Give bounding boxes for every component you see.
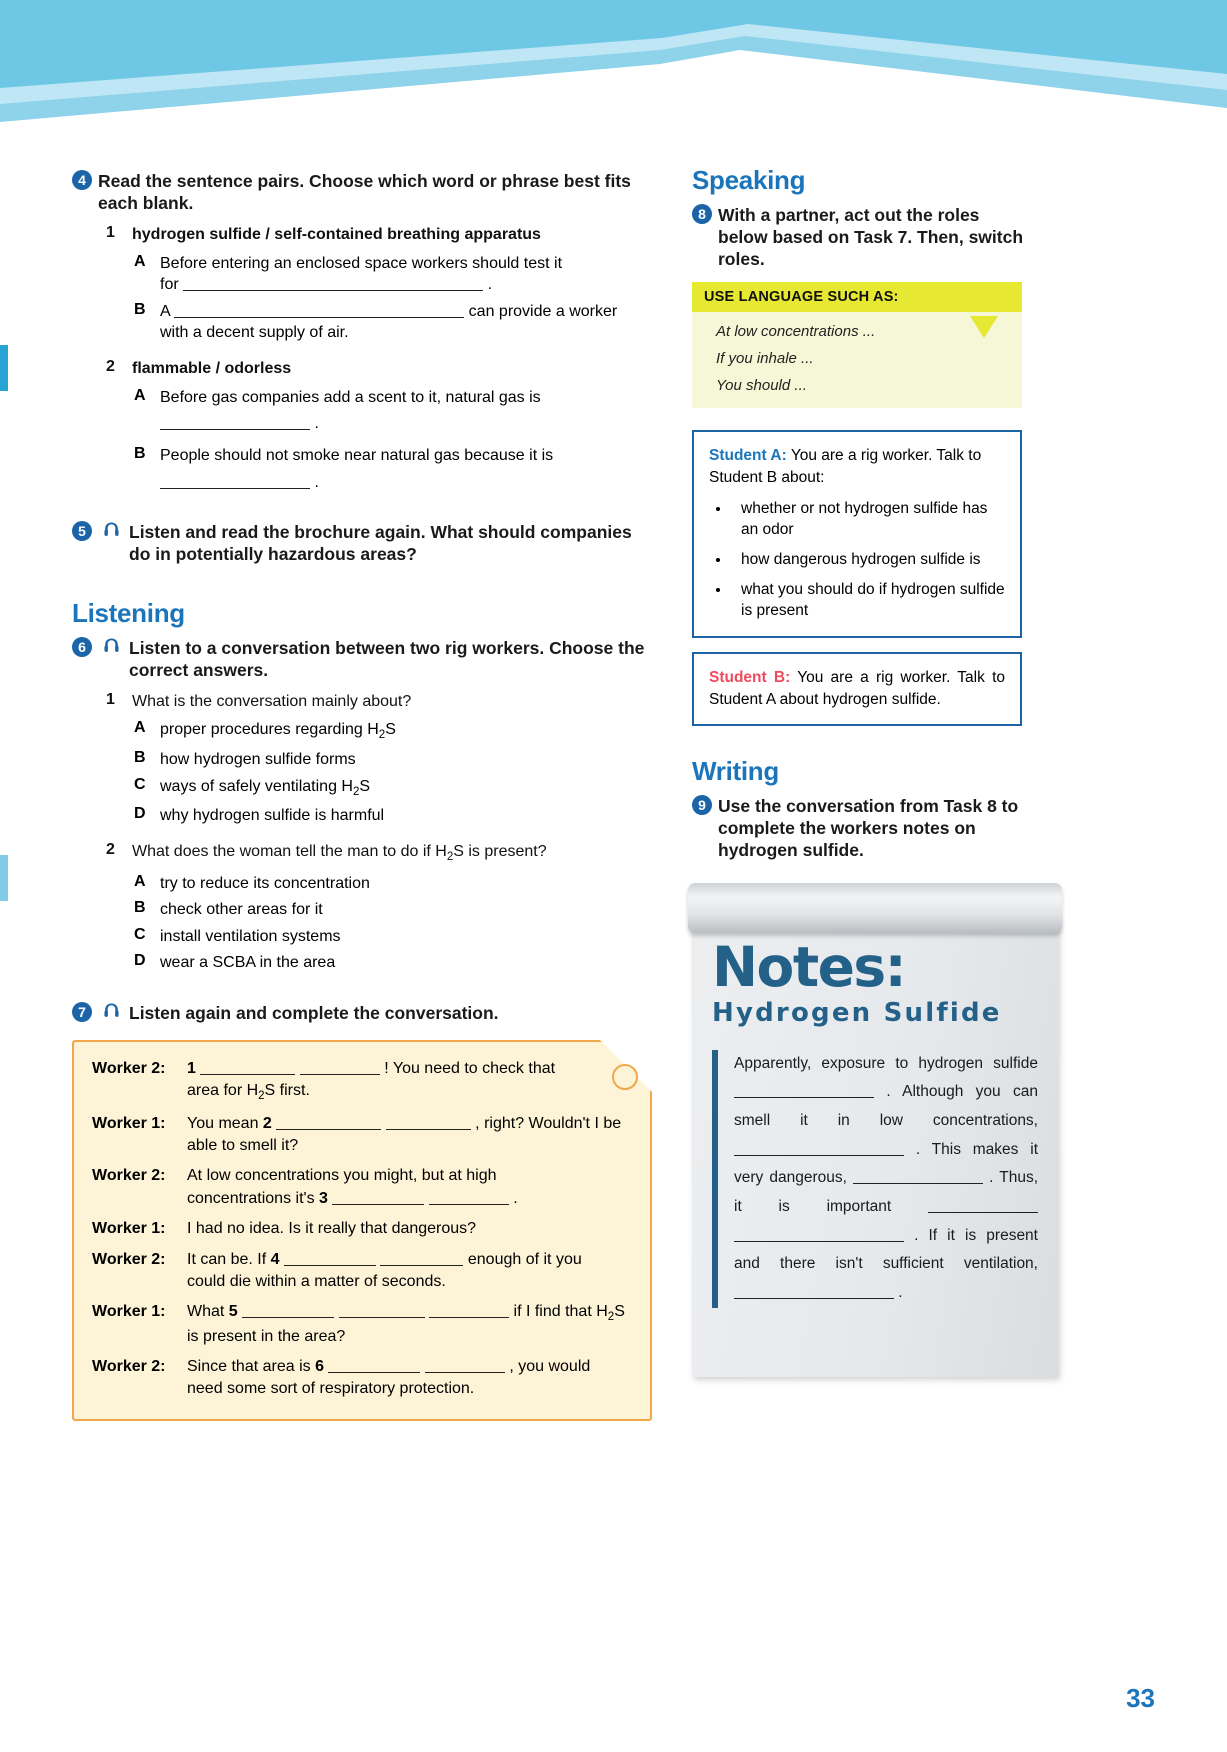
answer-blank[interactable] bbox=[160, 414, 310, 430]
item-number: 2 bbox=[106, 358, 115, 376]
task-9-instruction: Use the conversation from Task 8 to complete the workers notes on hydrogen sulfide. bbox=[718, 796, 1019, 861]
task-7 bbox=[72, 1002, 652, 1024]
answer-blank[interactable] bbox=[734, 1283, 894, 1299]
notes-body-text: Apparently, exposure to hydrogen sulfide . Although you can smell it in low concentrations, . This makes it very dangerous, . Thus, it is important . If it is present and there isn't sufficient ventilation, . bbox=[712, 1050, 1038, 1308]
speech-tail-icon bbox=[970, 316, 998, 338]
answer-blank[interactable] bbox=[734, 1083, 874, 1099]
utterance: 1 ! You need to check that area for $H_2S$ first. bbox=[187, 1059, 556, 1103]
option-row bbox=[134, 253, 652, 296]
writing-heading: Writing bbox=[692, 756, 779, 787]
task-number-badge: 8 bbox=[692, 204, 712, 224]
dialogue-line bbox=[92, 1058, 632, 1105]
option-text: why hydrogen sulfide is harmful bbox=[160, 807, 385, 825]
answer-blank[interactable] bbox=[853, 1169, 983, 1185]
speaker-label: Worker 2: bbox=[92, 1250, 166, 1268]
option-text: Before entering an enclosed space workers should test it for . bbox=[160, 254, 563, 294]
notes-pad-content bbox=[692, 935, 1058, 1307]
option-row bbox=[134, 445, 652, 493]
task-number-badge: 5 bbox=[72, 521, 92, 541]
dialogue-line bbox=[92, 1113, 632, 1158]
answer-blank[interactable] bbox=[328, 1357, 420, 1373]
conversation-box-wrap bbox=[72, 1040, 652, 1421]
utterance: It can be. If 4 enough of it you could die within a matter of seconds. bbox=[187, 1250, 582, 1290]
language-phrase: You should ... bbox=[716, 377, 807, 395]
dialogue-line bbox=[92, 1218, 632, 1240]
option-letter: D bbox=[134, 952, 146, 970]
task-5-instruction: Listen and read the brochure again. What should companies do in potentially hazardous areas? bbox=[129, 522, 632, 565]
task-number-badge: 4 bbox=[72, 170, 92, 190]
option-row[interactable] bbox=[134, 749, 652, 771]
task-4 bbox=[72, 170, 652, 214]
answer-blank[interactable] bbox=[174, 302, 464, 318]
utterance: You mean 2 , right? Wouldn't I be able to smell it? bbox=[187, 1114, 622, 1155]
headphones-icon bbox=[102, 521, 121, 539]
option-letter: A bbox=[134, 719, 146, 737]
answer-blank[interactable] bbox=[332, 1189, 424, 1205]
speaker-label: Worker 1: bbox=[92, 1220, 166, 1238]
speaker-label: Worker 1: bbox=[92, 1114, 166, 1132]
answer-blank[interactable] bbox=[160, 473, 310, 489]
language-phrase: If you inhale ... bbox=[716, 350, 814, 368]
option-text: how hydrogen sulfide forms bbox=[160, 750, 356, 768]
language-phrase: At low concentrations ... bbox=[716, 323, 876, 341]
answer-blank[interactable] bbox=[242, 1302, 334, 1318]
answer-blank[interactable] bbox=[386, 1113, 471, 1129]
item-prompt: hydrogen sulfide / self-contained breathing apparatus bbox=[132, 226, 541, 244]
task-6-questions bbox=[106, 691, 652, 974]
option-letter: D bbox=[134, 805, 146, 823]
speaker-label: Worker 1: bbox=[92, 1303, 166, 1321]
item-number: 1 bbox=[106, 224, 115, 242]
punch-hole-icon bbox=[612, 1064, 638, 1090]
list-item: • how dangerous hydrogen sulfide is bbox=[731, 549, 1005, 571]
option-text: try to reduce its concentration bbox=[160, 874, 370, 892]
left-column bbox=[72, 170, 652, 1421]
answer-blank[interactable] bbox=[200, 1059, 295, 1075]
dialogue-line bbox=[92, 1301, 632, 1348]
dialogue-line bbox=[92, 1249, 632, 1294]
use-language-box bbox=[692, 282, 1022, 408]
question-text: What is the conversation mainly about? bbox=[132, 692, 412, 710]
list-item: • whether or not hydrogen sulfide has an odor bbox=[731, 498, 1005, 541]
task-4-items bbox=[106, 224, 652, 493]
task-5 bbox=[72, 521, 652, 565]
answer-blank[interactable] bbox=[928, 1197, 1038, 1213]
question-number: 1 bbox=[106, 690, 115, 708]
question-2-options bbox=[134, 873, 652, 974]
answer-blank[interactable] bbox=[380, 1249, 463, 1265]
listening-heading: Listening bbox=[72, 597, 185, 628]
speaking-heading: Speaking bbox=[692, 165, 806, 195]
page-number: 33 bbox=[1126, 1683, 1155, 1713]
question-1-options bbox=[134, 719, 652, 827]
utterance: I had no idea. Is it really that dangerous? bbox=[187, 1220, 477, 1238]
option-row bbox=[134, 387, 652, 435]
student-a-label: Student A: bbox=[709, 447, 787, 465]
answer-blank[interactable] bbox=[429, 1302, 509, 1318]
option-letter: B bbox=[134, 899, 146, 917]
option-text: check other areas for it bbox=[160, 901, 323, 919]
option-row[interactable] bbox=[134, 719, 652, 744]
question-2 bbox=[106, 841, 652, 866]
option-row[interactable] bbox=[134, 926, 652, 948]
question-number: 2 bbox=[106, 840, 115, 858]
notes-title: Notes: bbox=[712, 935, 906, 1000]
option-text: People should not smoke near natural gas because it is . bbox=[160, 447, 554, 491]
option-row[interactable] bbox=[134, 805, 652, 827]
option-letter: B bbox=[134, 748, 146, 766]
student-b-label: Student B: bbox=[709, 668, 791, 686]
option-text: ways of safely ventilating $H_2S$ bbox=[160, 777, 371, 798]
task-number-badge: 9 bbox=[692, 795, 712, 815]
task-number-badge: 6 bbox=[72, 637, 92, 657]
option-text: install ventilation systems bbox=[160, 927, 341, 945]
notes-pad bbox=[692, 883, 1058, 1383]
answer-blank[interactable] bbox=[339, 1302, 425, 1318]
option-letter: C bbox=[134, 775, 146, 793]
speaker-label: Worker 2: bbox=[92, 1059, 166, 1077]
task-4-instruction: Read the sentence pairs. Choose which word or phrase best fits each blank. bbox=[98, 171, 631, 214]
headphones-icon bbox=[102, 637, 121, 655]
student-b-box bbox=[692, 652, 1022, 726]
answer-blank[interactable] bbox=[276, 1113, 381, 1129]
option-letter: A bbox=[134, 386, 146, 404]
option-text: wear a SCBA in the area bbox=[160, 954, 336, 972]
option-letter: A bbox=[134, 872, 146, 890]
task-7-instruction: Listen again and complete the conversation. bbox=[129, 1002, 499, 1023]
page-content bbox=[0, 125, 1227, 1752]
answer-blank[interactable] bbox=[734, 1226, 904, 1242]
answer-blank[interactable] bbox=[429, 1189, 509, 1205]
task-6-instruction: Listen to a conversation between two rig workers. Choose the correct answers. bbox=[129, 637, 645, 680]
dialogue-line bbox=[92, 1165, 632, 1210]
answer-blank[interactable] bbox=[734, 1140, 904, 1156]
option-row bbox=[134, 301, 652, 344]
option-text: A can provide a worker with a decent supply of air. bbox=[160, 302, 618, 342]
utterance: Since that area is 6 , you would need some sort of respiratory protection. bbox=[187, 1358, 591, 1398]
task-9 bbox=[692, 795, 1032, 861]
page-banner bbox=[0, 0, 1227, 125]
option-letter: B bbox=[134, 445, 146, 463]
option-row[interactable] bbox=[134, 776, 652, 801]
student-a-box bbox=[692, 430, 1022, 638]
student-b-intro: You are a rig worker. Talk to Student A about hydrogen sulfide. bbox=[709, 668, 1005, 708]
speaker-label: Worker 2: bbox=[92, 1358, 166, 1376]
answer-blank[interactable] bbox=[300, 1059, 380, 1075]
option-letter: C bbox=[134, 925, 146, 943]
use-language-header: USE LANGUAGE SUCH AS: bbox=[692, 282, 1022, 312]
answer-blank[interactable] bbox=[425, 1357, 505, 1373]
task-8 bbox=[692, 204, 1032, 270]
option-row[interactable] bbox=[134, 952, 652, 974]
question-text: What does the woman tell the man to do if $H_2S$ is present? bbox=[132, 842, 547, 863]
dialogue-line bbox=[92, 1356, 632, 1401]
task-4-item-1-options bbox=[134, 253, 652, 344]
headphones-icon bbox=[102, 1002, 121, 1020]
option-letter: A bbox=[134, 252, 146, 270]
task-4-item-1 bbox=[106, 224, 652, 246]
option-letter: B bbox=[134, 300, 146, 318]
task-number-badge: 7 bbox=[72, 1002, 92, 1022]
task-6 bbox=[72, 637, 652, 681]
task-4-item-2-options bbox=[134, 387, 652, 494]
notes-pad-binding bbox=[688, 883, 1062, 933]
task-4-item-2 bbox=[106, 358, 652, 380]
answer-blank[interactable] bbox=[284, 1249, 376, 1265]
answer-blank[interactable] bbox=[183, 275, 483, 291]
option-text: Before gas companies add a scent to it, natural gas is . bbox=[160, 388, 541, 433]
option-row[interactable] bbox=[134, 899, 652, 921]
option-row[interactable] bbox=[134, 873, 652, 895]
conversation-box bbox=[72, 1040, 652, 1421]
question-1 bbox=[106, 691, 652, 713]
list-item: • what you should do if hydrogen sulfide is present bbox=[731, 579, 1005, 622]
notes-subtitle: Hydrogen Sulfide bbox=[712, 997, 1002, 1028]
utterance: What 5 if I find that $H_2S$ is present in the area? bbox=[187, 1303, 625, 1345]
student-a-bullets bbox=[709, 498, 1005, 622]
item-prompt: flammable / odorless bbox=[132, 360, 292, 378]
task-8-instruction: With a partner, act out the roles below based on Task 7. Then, switch roles. bbox=[718, 205, 1024, 270]
option-text: proper procedures regarding $H_2S$ bbox=[160, 721, 396, 742]
speaker-label: Worker 2: bbox=[92, 1167, 166, 1185]
right-column bbox=[692, 165, 1038, 1383]
student-a-intro: You are a rig worker. Talk to Student B about: bbox=[709, 447, 982, 486]
utterance: At low concentrations you might, but at high concentrations it's 3 . bbox=[187, 1167, 518, 1207]
